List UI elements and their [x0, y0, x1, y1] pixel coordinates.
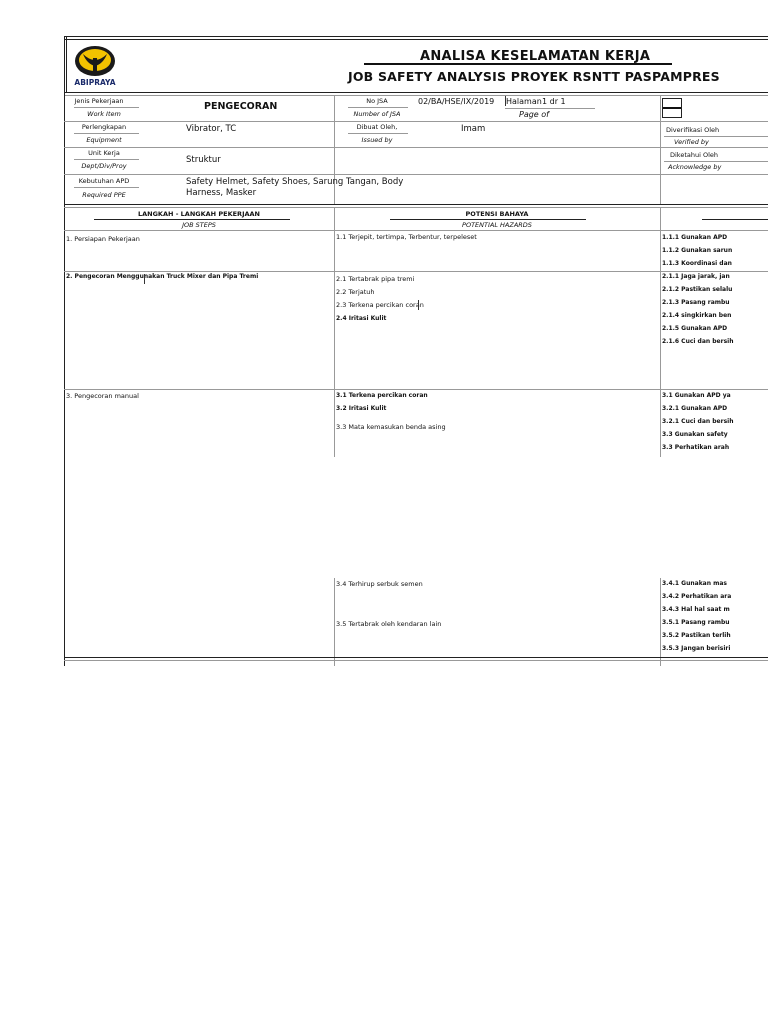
controls-header-rule	[702, 219, 768, 220]
info-divider-right	[660, 95, 661, 205]
verified-by-label-en: Verified by	[674, 138, 709, 146]
row1-control-1: 1.1.1 Gunakan APD	[662, 234, 728, 241]
row3b-control-3: 3.4.3 Hal hal saat m	[662, 606, 730, 613]
body-divider-1	[334, 207, 335, 457]
acknowledge-label-rule	[664, 161, 768, 162]
ppe-label: Kebutuhan APD	[78, 177, 130, 185]
row2-control-2: 2.1.2 Pastikan selalu	[662, 286, 733, 293]
header-bottom-border-inner	[64, 95, 768, 96]
verified-by-label-rule	[664, 136, 768, 137]
jsa-sheet	[64, 36, 768, 666]
page-value: 1 dr 1	[542, 97, 566, 106]
title-english: JOB SAFETY ANALYSIS PROYEK RSNTT PASPAMPRES	[348, 69, 720, 84]
row2-hazard-2: 2.2 Terjatuh	[336, 288, 375, 296]
row2-hazards	[336, 273, 424, 325]
info-bottom-line	[64, 204, 768, 205]
info-row-line-3	[64, 174, 768, 175]
issued-by-label-rule	[348, 133, 408, 134]
job-steps-header-en: JOB STEPS	[182, 221, 216, 229]
dept-value: Struktur	[186, 155, 221, 165]
row3-hazards	[336, 389, 446, 434]
dept-label-rule	[74, 159, 139, 160]
text-cursor	[505, 96, 506, 106]
row3-control-4: 3.3 Gunakan safety	[662, 431, 728, 438]
ppe-label-rule	[74, 187, 139, 188]
jsa-number-value: 02/BA/HSE/IX/2019	[418, 97, 495, 106]
cont-divider-1	[334, 578, 335, 666]
issued-by-value: Imam	[461, 124, 486, 134]
work-item-value: PENGECORAN	[204, 101, 278, 112]
hazards-header-rule	[390, 219, 586, 220]
issued-by-label-en: Issued by	[361, 136, 393, 144]
row3-control-5: 3.3 Perhatikan arah	[662, 444, 730, 451]
page-label: Halaman	[506, 97, 542, 106]
row3-control-1: 3.1 Gunakan APD ya	[662, 392, 731, 399]
abipraya-logo-icon	[70, 44, 120, 80]
equipment-value: Vibrator, TC	[186, 124, 237, 134]
dept-label: Unit Kerja	[88, 149, 120, 157]
dept-label-en: Dept/Div/Proy	[81, 162, 127, 170]
verified-by-label: Diverifikasi Oleh	[666, 126, 720, 134]
row3b-hazard-2: 3.5 Tertabrak oleh kendaran lain	[336, 620, 442, 628]
row3b-control-5: 3.5.2 Pastikan terlih	[662, 632, 731, 639]
row2-hazard-3: 2.3 Terkena percikan coran	[336, 301, 424, 309]
row3-step: 3. Pengecoran manual	[66, 392, 139, 400]
ppe-label-en: Required PPE	[82, 191, 126, 199]
table-bottom-border-inner	[64, 660, 768, 661]
row2-step: 2. Pengecoran Menggunakan Truck Mixer dan Pipa Tremi	[66, 273, 259, 280]
job-steps-header-rule	[94, 219, 290, 220]
issued-by-label: Dibuat Oleh,	[356, 123, 398, 131]
row3b-control-6: 3.5.3 Jangan berisiri	[662, 645, 731, 652]
info-row-line-2	[64, 147, 768, 148]
table-bottom-border	[64, 657, 768, 658]
row2-control-1: 2.1.1 Jaga jarak, jan	[662, 273, 730, 280]
top-border	[64, 36, 768, 37]
row3b-control-1: 3.4.1 Gunakan mas	[662, 580, 727, 587]
work-item-label-en: Work Item	[87, 110, 121, 118]
row2-hazard-4: 2.4 Iritasi Kulit	[336, 315, 387, 322]
row3-control-2: 3.2.1 Gunakan APD	[662, 405, 728, 412]
acknowledge-label-en: Acknowledge by	[668, 163, 722, 171]
row2-controls	[662, 270, 768, 348]
equipment-label-rule	[74, 133, 139, 134]
cont-left-border	[64, 578, 65, 666]
row2-hazard-cursor	[418, 300, 419, 310]
company-logo	[70, 44, 120, 88]
ppe-value-line2: Harness, Masker	[186, 188, 257, 198]
row2-cursor	[144, 274, 145, 284]
row3-hazard-2: 3.2 Iritasi Kulit	[336, 405, 387, 412]
page-rule	[505, 108, 595, 109]
ppe-value-line1: Safety Helmet, Safety Shoes, Sarung Tangan, Body	[186, 177, 404, 187]
info-bottom-line-inner	[64, 207, 768, 208]
row2-control-3: 2.1.3 Pasang rambu	[662, 299, 730, 306]
logo-text: ABIPRAYA	[74, 78, 116, 87]
approval-box	[662, 98, 682, 118]
top-border-inner	[64, 39, 768, 40]
row1-step: 1. Persiapan Pekerjaan	[66, 235, 140, 243]
page-label-en: Page of	[519, 110, 549, 119]
job-steps-header: LANGKAH - LANGKAH PEKERJAAN	[137, 210, 260, 218]
acknowledge-label: Diketahui Oleh	[670, 151, 719, 159]
row3b-control-4: 3.5.1 Pasang rambu	[662, 619, 730, 626]
cont-divider-2	[660, 578, 661, 666]
left-border-inner	[66, 36, 67, 92]
jsa-number-label-rule	[348, 107, 408, 108]
row3-hazard-3: 3.3 Mata kemasukan benda asing	[336, 423, 446, 431]
hazards-header: POTENSI BAHAYA	[465, 210, 529, 218]
hazards-header-en: POTENTIAL HAZARDS	[462, 221, 532, 229]
row3b-hazard-1: 3.4 Terhirup serbuk semen	[336, 580, 423, 588]
row3-hazard-1: 3.1 Terkena percikan coran	[336, 392, 428, 399]
row1-hazard-1: 1.1 Terjepit, tertimpa, Terbentur, terpeleset	[336, 233, 477, 241]
row1-controls	[662, 231, 768, 270]
title-indonesian: ANALISA KESELAMATAN KERJA	[420, 49, 651, 64]
info-divider-left	[334, 95, 335, 205]
row3b-controls	[662, 577, 768, 655]
work-item-label-rule	[74, 107, 139, 108]
row3-controls	[662, 389, 768, 454]
row2-control-4: 2.1.4 singkirkan ben	[662, 312, 732, 319]
body-divider-2	[660, 207, 661, 457]
jsa-number-label: No JSA	[366, 97, 388, 105]
row3b-control-2: 3.4.2 Perhatikan ara	[662, 593, 732, 600]
equipment-label: Perlengkapan	[81, 123, 127, 131]
row1-control-3: 1.1.3 Koordinasi dan	[662, 260, 732, 267]
work-item-label: Jenis Pekerjaan	[74, 97, 124, 105]
header-bottom-border	[64, 92, 768, 93]
row2-control-6: 2.1.6 Cuci dan bersih	[662, 338, 734, 345]
equipment-label-en: Equipment	[86, 136, 122, 144]
row1-control-2: 1.1.2 Gunakan sarun	[662, 247, 733, 254]
row2-hazard-1: 2.1 Tertabrak pipa tremi	[336, 275, 415, 283]
info-row-line-1	[64, 121, 768, 122]
jsa-number-label-en: Number of JSA	[353, 110, 401, 118]
row3-control-3: 3.2.1 Cuci dan bersih	[662, 418, 734, 425]
row2-control-5: 2.1.5 Gunakan APD	[662, 325, 728, 332]
